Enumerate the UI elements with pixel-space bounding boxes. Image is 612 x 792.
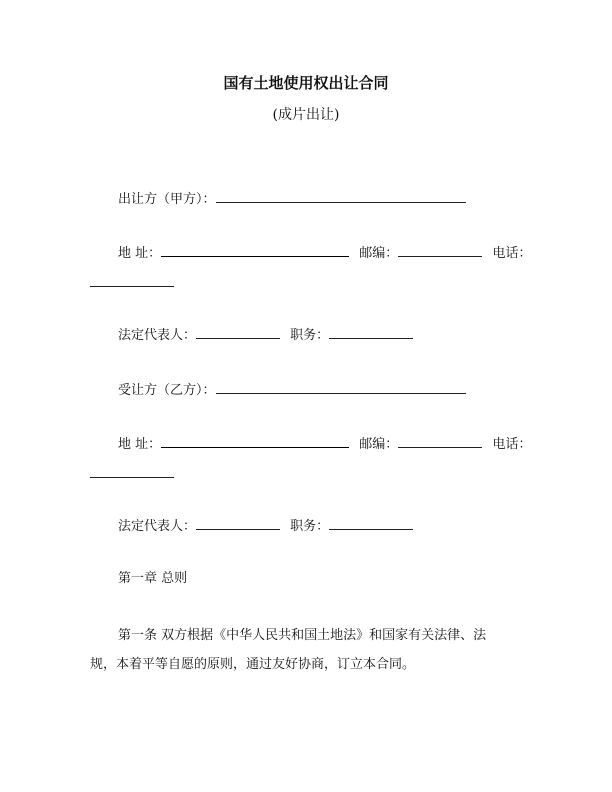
chapter-heading: 第一章 总则 <box>118 571 188 586</box>
party-b-label: 受让方（乙方）： <box>118 383 216 398</box>
party-a-row <box>118 190 466 209</box>
party-b-rep-row <box>118 517 413 536</box>
article-1-line-2: 规，本着平等自愿的原则，通过友好协商，订立本合同。 <box>90 657 416 672</box>
article-1-line-1: 第一条 双方根据《中华人民共和国土地法》和国家有关法律、法 <box>118 628 487 643</box>
party-b-postcode-label: 邮编： <box>359 437 399 452</box>
party-b-address-field[interactable] <box>161 435 349 448</box>
party-a-name-field[interactable] <box>216 190 466 203</box>
party-a-legal-rep-label: 法定代表人： <box>118 328 197 343</box>
party-b-name-field[interactable] <box>216 381 466 394</box>
party-a-address-field[interactable] <box>161 244 349 257</box>
party-b-phone-row <box>90 465 174 484</box>
party-b-phone-label: 电话： <box>492 437 532 452</box>
party-a-phone-label: 电话： <box>492 246 532 261</box>
party-b-phone-field[interactable] <box>90 465 174 478</box>
party-b-position-field[interactable] <box>329 517 413 530</box>
party-b-legal-rep-field[interactable] <box>196 517 280 530</box>
party-b-postcode-field[interactable] <box>398 435 482 448</box>
document-subtitle: (成片出让) <box>272 107 340 123</box>
party-b-row <box>118 381 466 400</box>
document-title: 国有土地使用权出让合同 <box>223 74 389 92</box>
party-b-position-label: 职务： <box>290 519 330 534</box>
party-a-phone-field[interactable] <box>90 274 174 287</box>
party-a-position-field[interactable] <box>329 326 413 339</box>
party-a-address-row <box>118 244 531 263</box>
party-a-postcode-field[interactable] <box>398 244 482 257</box>
party-a-phone-row <box>90 274 174 293</box>
party-a-rep-row <box>118 326 413 345</box>
party-b-legal-rep-label: 法定代表人： <box>118 519 197 534</box>
party-b-address-label: 地 址： <box>118 437 162 452</box>
party-b-address-row <box>118 435 531 454</box>
party-a-postcode-label: 邮编： <box>359 246 399 261</box>
party-a-position-label: 职务： <box>290 328 330 343</box>
party-a-address-label: 地 址： <box>118 246 162 261</box>
party-a-label: 出让方（甲方）： <box>118 192 216 207</box>
party-a-legal-rep-field[interactable] <box>196 326 280 339</box>
